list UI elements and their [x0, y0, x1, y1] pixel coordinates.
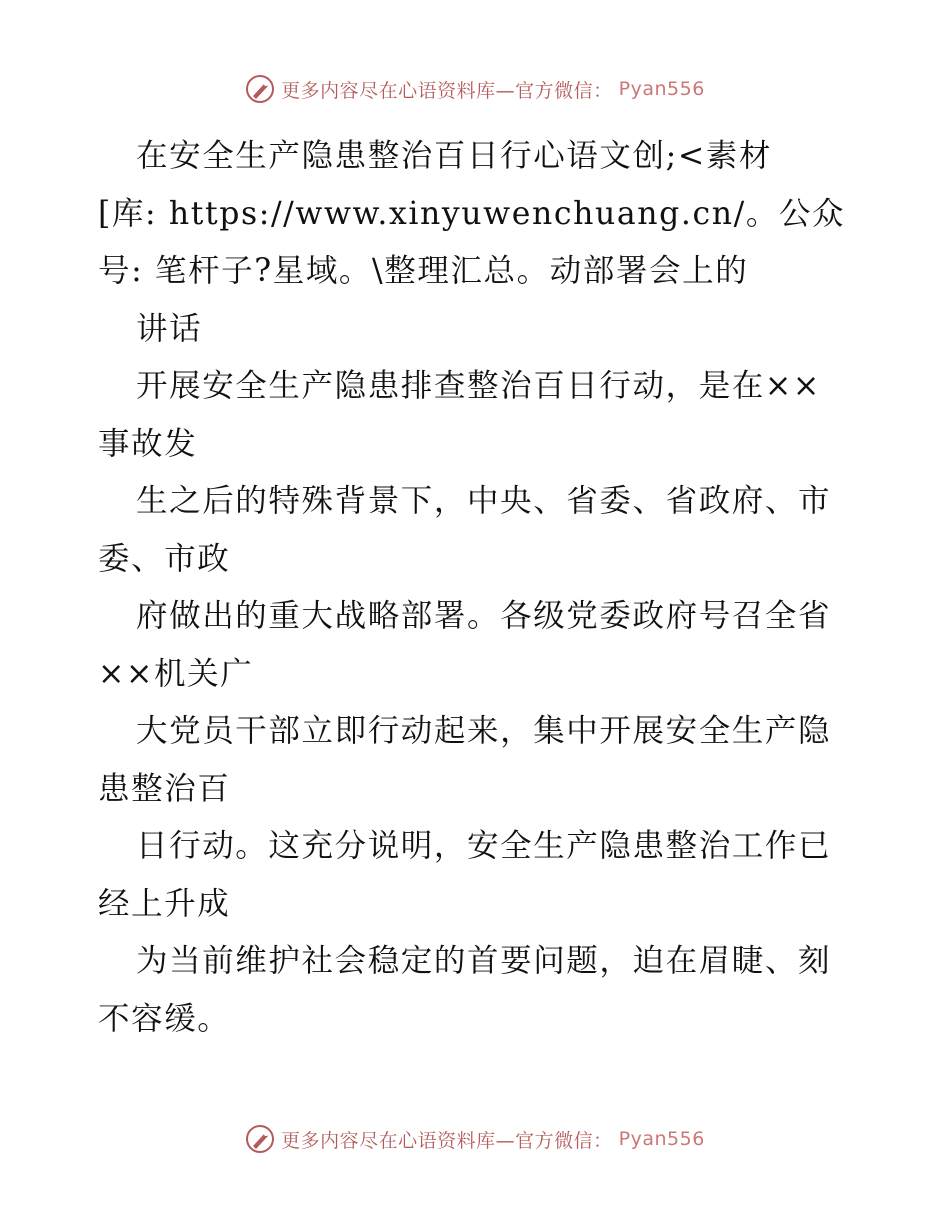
line-text: 大党员干部立即行动起来，集中开展安全生产隐 [136, 713, 832, 749]
text-line [98, 416, 858, 474]
header-watermark [0, 74, 950, 104]
text-line [98, 243, 858, 301]
text-line [98, 703, 858, 761]
text-line [98, 933, 858, 991]
text-line [98, 358, 858, 416]
text-line [98, 531, 858, 589]
text-line [98, 991, 858, 1049]
pen-logo-icon [245, 74, 275, 104]
pen-logo-icon [245, 1124, 275, 1154]
line-text: 经上升成 [98, 885, 231, 922]
text-line [98, 588, 858, 646]
line-text: 生之后的特殊背景下，中央、省委、省政府、市 [136, 483, 832, 519]
line-text: 为当前维护社会稳定的首要问题，迫在眉睫、刻 [136, 943, 832, 979]
text-line [98, 128, 858, 186]
line-text: 府做出的重大战略部署。各级党委政府号召全省 [136, 598, 832, 634]
line-text: 讲话 [136, 310, 203, 347]
line-text: ××机关广 [98, 655, 254, 692]
line-text: 不容缓。 [98, 1000, 231, 1037]
line-text: 事故发 [98, 425, 198, 462]
text-line [98, 761, 858, 819]
text-line [98, 301, 858, 359]
document-body [98, 128, 858, 1048]
text-line [98, 186, 858, 244]
line-text: 患整治百 [98, 770, 231, 807]
footer-watermark [0, 1124, 950, 1154]
text-line [98, 473, 858, 531]
watermark-id: Pyan556 [618, 1128, 705, 1150]
text-line [98, 646, 858, 704]
line-text: 开展安全生产隐患排查整治百日行动，是在×× [136, 368, 821, 404]
line-text: 委、市政 [98, 540, 231, 577]
line-text: 日行动。这充分说明，安全生产隐患整治工作已 [136, 828, 832, 864]
watermark-text: 更多内容尽在心语资料库—官方微信： [281, 79, 613, 102]
text-line [98, 818, 858, 876]
watermark-id: Pyan556 [618, 78, 705, 100]
line-text: [库: https://www.xinyuwenchuang.cn/。公众 [98, 195, 846, 232]
text-line [98, 876, 858, 934]
watermark-text: 更多内容尽在心语资料库—官方微信： [281, 1129, 613, 1152]
line-text: 在安全生产隐患整治百日行心语文创;<素材 [136, 138, 773, 174]
line-text: 号: 笔杆子?星域。\整理汇总。动部署会上的 [98, 253, 749, 289]
